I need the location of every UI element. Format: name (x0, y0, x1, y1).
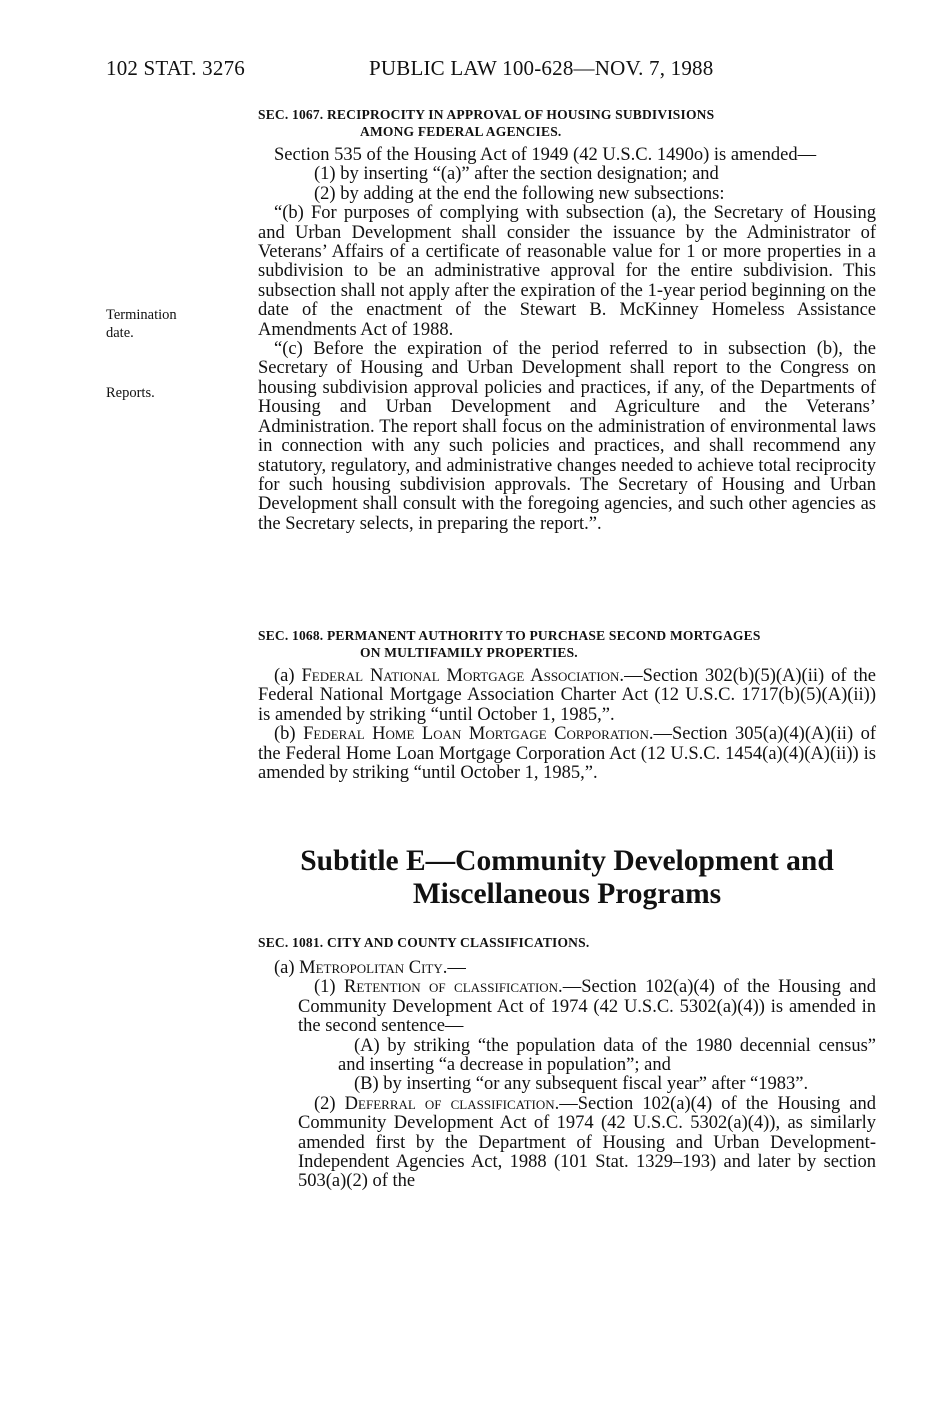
section-1081-subparagraph-b: (B) by inserting “or any subsequent fiscal year” after “1983”. (354, 1074, 809, 1095)
subsection-caption: Federal Home Loan Mortgage Corporation. (303, 724, 654, 745)
section-heading-line: SEC. 1068. PERMANENT AUTHORITY TO PURCHASE SECOND MORTGAGES (258, 628, 761, 643)
section-1081-subparagraph-a: (A) by striking “the population data of the 1980 decennial census” and inserting “a decrease in population”; and (338, 1035, 876, 1076)
margin-note-line: date. (106, 325, 134, 341)
page-header-title: PUBLIC LAW 100-628—NOV. 7, 1988 (369, 56, 714, 80)
section-heading-line: AMONG FEDERAL AGENCIES. (360, 124, 562, 139)
section-1067-item-1: (1) by inserting “(a)” after the section designation; and (314, 164, 719, 185)
subsection-caption: Federal National Mortgage Association. (301, 666, 625, 686)
section-1081-heading: SEC. 1081. CITY AND COUNTY CLASSIFICATIONS. (258, 935, 590, 950)
section-1068-subsection-a (258, 667, 876, 725)
section-heading-line: SEC. 1067. RECIPROCITY IN APPROVAL OF HOUSING SUBDIVISIONS (258, 107, 715, 122)
margin-note-reports: Reports. (106, 385, 155, 401)
page-stat-citation: 102 STAT. 3276 (106, 56, 245, 80)
section-1081-paragraph-2 (258, 1095, 876, 1192)
subtitle-heading (258, 845, 876, 911)
section-1081-subsection-a (258, 959, 876, 978)
subsection-label: (a) (274, 666, 295, 686)
paragraph-label: (1) (314, 977, 336, 998)
subsection-text: —Section 305(a)(4)(A)(ii) of the Federal Home Loan Mortgage Corporation Act (12 U.S.C. 1454(a)(4)(A)(ii)) is amended by striking “until October 1, 1985,”. (258, 724, 877, 784)
section-1067-subsection-b: “(b) For purposes of complying with subsection (a), the Secretary of Housing and Urban Development shall consider the issuance by the Administrator of Veterans’ Affairs of a certificate of reasonable value for 1 or more properties in a subdivision to be an administrative approval for the entire subdivision. This subsection shall not apply after the expiration of the 1-year period beginning on the date of the enactment of the Stewart B. McKinney Homeless Assistance Amendments Act of 1988. (258, 203, 876, 340)
section-1067-intro: Section 535 of the Housing Act of 1949 (42 U.S.C. 1490o) is amended— (274, 145, 817, 165)
subsection-caption: Metropolitan City. (299, 958, 448, 978)
paragraph-text: —Section 102(a)(4) of the Housing and Community Development Act of 1974 (42 U.S.C. 5302(a)(4)), as similarly amended first by the Department of Housing and Urban Development-Independent Agencies Act, 1988 (101 Stat. 1329–193) and later by section 503(a)(2) of the (298, 1093, 876, 1192)
subsection-label: (b) (274, 724, 296, 745)
margin-note-line: Termination (106, 307, 177, 323)
subtitle-line: Subtitle E—Community Development and (300, 845, 834, 877)
section-1067-heading (258, 106, 876, 140)
section-1068-subsection-b (258, 725, 876, 783)
subsection-dash: — (447, 958, 466, 978)
section-1081-paragraph-1 (258, 978, 876, 1036)
paragraph-text: —Section 102(a)(4) of the Housing and Community Development Act of 1974 (42 U.S.C. 5302(a)(4)) is amended in the second sentence— (298, 977, 877, 1037)
section-1067 (258, 106, 876, 534)
section-1081 (258, 934, 876, 1192)
paragraph-caption: Retention of classification. (344, 977, 563, 998)
section-1067-item-2: (2) by adding at the end the following new subsections: (314, 183, 725, 204)
section-heading-line: ON MULTIFAMILY PROPERTIES. (360, 645, 578, 660)
subsection-text: —Section 302(b)(5)(A)(ii) of the Federal National Mortgage Association Charter Act (12 U.S.C. 1717(b)(5)(A)(ii)) is amended by striking “until October 1, 1985,”. (258, 666, 876, 725)
subtitle-line: Miscellaneous Programs (412, 878, 722, 910)
section-1067-subsection-c: “(c) Before the expiration of the period referred to in subsection (b), the Secretary of Housing and Urban Development shall report to the Congress on housing subdivision approval policies and practices, if any, of the Departments of Housing and Urban Development and Agriculture and the Veterans’ Administration. The report shall focus on the administration of environmental laws in connection with any such policies and practices, and shall recommend any statutory, regulatory, and administrative changes needed to achieve total reciprocity for such housing subdivision approvals. The Secretary of Housing and Urban Development shall consult with the foregoing agencies, and such other agencies as the Secretary selects, in preparing the report.”. (258, 339, 876, 534)
paragraph-caption: Deferral of classification. (344, 1093, 560, 1114)
section-1068 (258, 627, 876, 783)
subsection-label: (a) (274, 958, 295, 978)
section-1068-heading (258, 627, 876, 661)
margin-note-termination-date (106, 306, 246, 342)
paragraph-label: (2) (314, 1093, 336, 1114)
